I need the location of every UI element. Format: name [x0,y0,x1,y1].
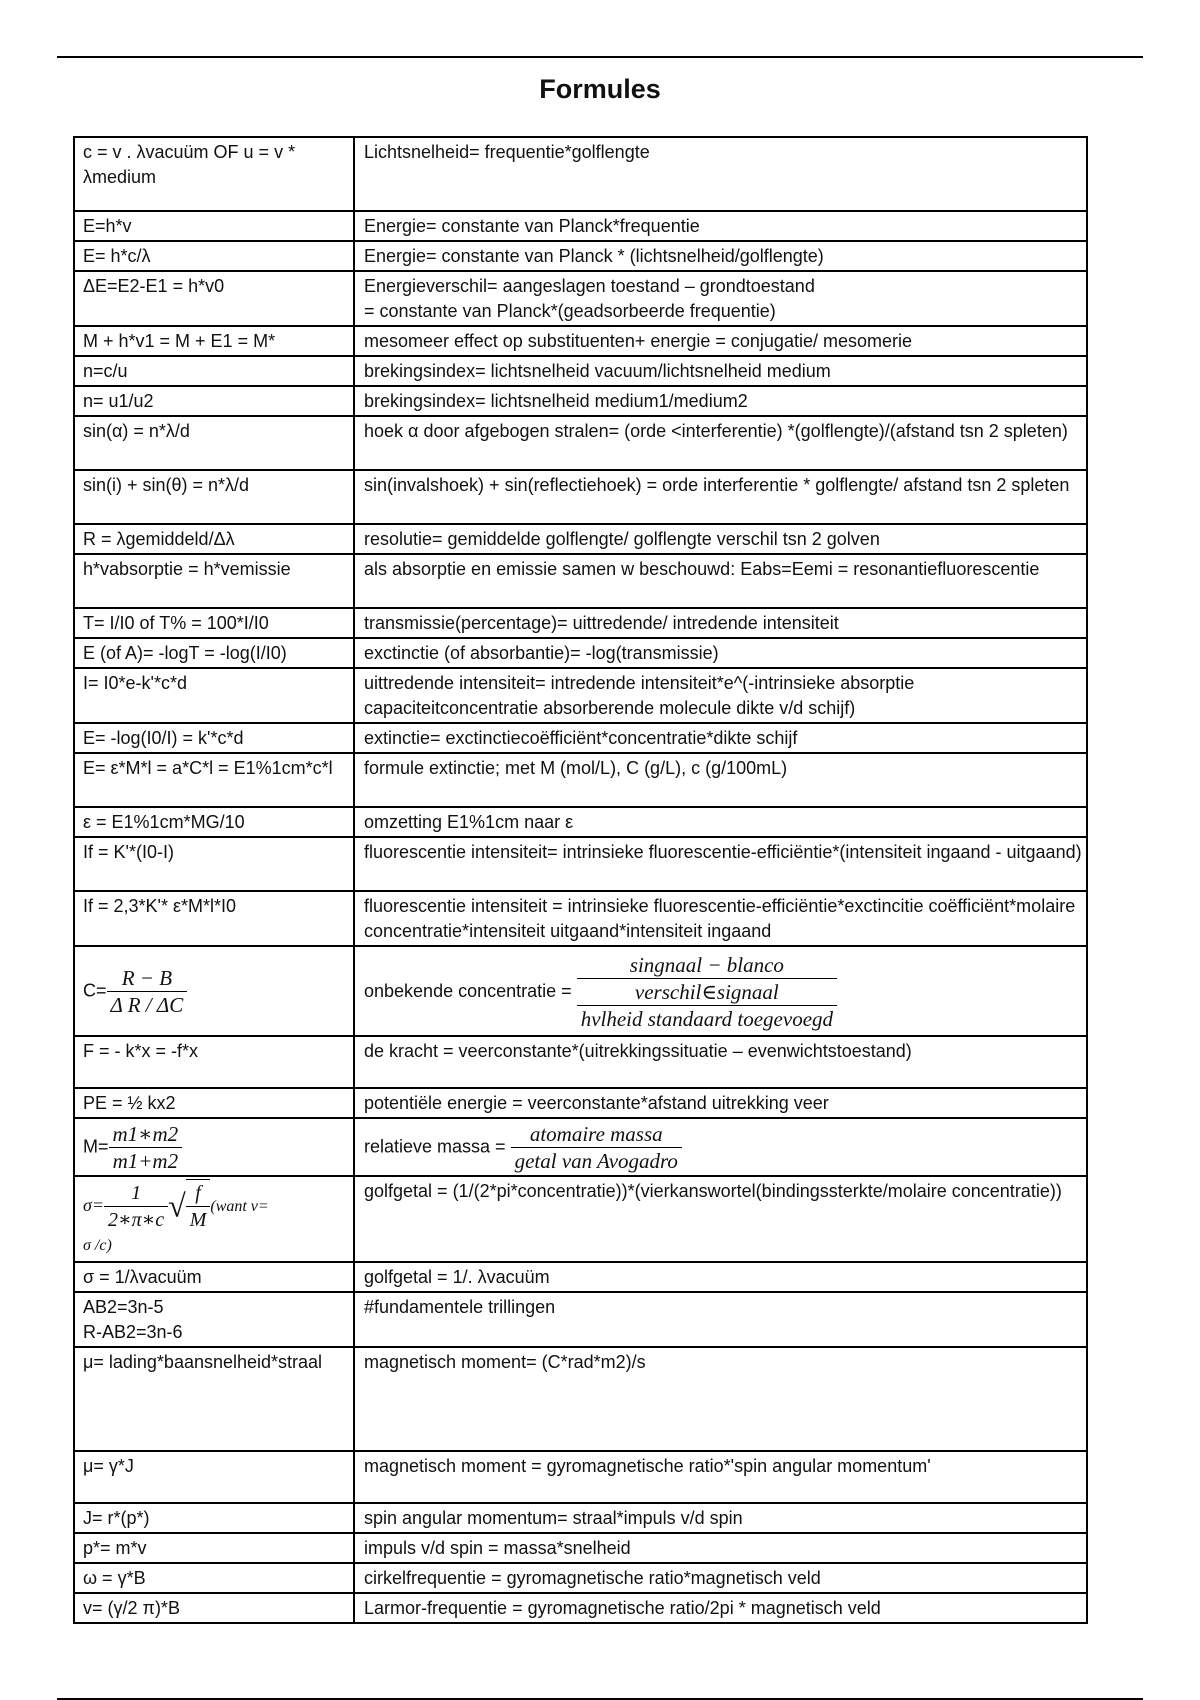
formula-cell: v= (γ/2 π)*B [74,1593,354,1623]
formula-cell: c = v . λvacuüm OF u = v * λmedium [74,137,354,211]
table-row [74,1563,1087,1593]
formula-cell: n=c/u [74,356,354,386]
denominator: Δ R / ΔC [107,991,188,1018]
table-row [74,356,1087,386]
description-cell: magnetisch moment= (C*rad*m2)/s [354,1347,1087,1451]
table-row [74,1088,1087,1118]
description-cell: Energie= constante van Planck * (lichtsnelheid/golflengte) [354,241,1087,271]
description-cell: uittredende intensiteit= intredende intensiteit*e^(-intrinsieke absorptie capaciteitconcentratie absorberende molecule dikte v/d schijf) [354,668,1087,723]
formula-cell: p*= m*v [74,1533,354,1563]
table-row [74,271,1087,326]
fraction [511,1121,682,1174]
formula-cell [74,946,354,1036]
formula-prefix: M= [83,1136,109,1157]
description-cell: brekingsindex= lichtsnelheid vacuum/lichtsnelheid medium [354,356,1087,386]
sqrt-icon: √ [168,1187,186,1224]
description-cell: golfgetal = (1/(2*pi*concentratie))*(vierkanswortel(bindingssterkte/molaire concentratie)) [354,1176,1087,1262]
description-cell: de kracht = veerconstante*(uitrekkingssituatie – evenwichtstoestand) [354,1036,1087,1088]
formula-cell: If = K'*(I0-I) [74,837,354,891]
description-cell: Lichtsnelheid= frequentie*golflengte [354,137,1087,211]
description-cell: resolutie= gemiddelde golflengte/ golflengte verschil tsn 2 golven [354,524,1087,554]
table-row [74,608,1087,638]
table-row [74,1503,1087,1533]
description-cell: potentiële energie = veerconstante*afstand uitrekking veer [354,1088,1087,1118]
formula-note: (want v= [210,1197,269,1215]
table-row [74,1593,1087,1623]
denominator: m1+m2 [109,1147,183,1174]
numerator: 1 [131,1181,142,1204]
description-line: Energieverschil= aangeslagen toestand – grondtoestand [364,276,815,296]
table-row [74,891,1087,946]
formula-cell: M + h*v1 = M + E1 = M* [74,326,354,356]
description-cell: golfgetal = 1/. λvacuüm [354,1262,1087,1292]
description-cell [354,271,1087,326]
formula-cell: n= u1/u2 [74,386,354,416]
fraction [577,952,837,1032]
table-row [74,211,1087,241]
table-row [74,554,1087,608]
table-row [74,837,1087,891]
table-row [74,1292,1087,1347]
numerator: m1∗m2 [112,1122,179,1146]
numerator: singnaal − blanco [629,952,784,977]
denominator: 2∗π∗c [104,1206,168,1233]
formula-cell: If = 2,3*K'* ε*M*l*I0 [74,891,354,946]
formula-cell: R = λgemiddeld/Δλ [74,524,354,554]
denominator: hvlheid standaard toegevoegd [577,1005,837,1032]
table-row [74,1347,1087,1451]
description-cell: fluorescentie intensiteit= intrinsieke fluorescentie-efficiëntie*(intensiteit ingaand - uitgaand) [354,837,1087,891]
description-cell: #fundamentele trillingen [354,1292,1087,1347]
table-row [74,668,1087,723]
table-row [74,241,1087,271]
table-row [74,753,1087,807]
formula-prefix: σ= [83,1194,105,1215]
formula-cell [74,1176,354,1262]
formula-cell: PE = ½ kx2 [74,1088,354,1118]
radicand [186,1179,211,1233]
denominator: getal van Avogadro [511,1147,682,1174]
fraction [104,1180,168,1233]
formula-cell: E (of A)= -logT = -log(I/I0) [74,638,354,668]
formula-prefix: C= [83,980,107,1001]
description-cell: exctinctie (of absorbantie)= -log(transmissie) [354,638,1087,668]
formula-cell: E= -log(I0/I) = k'*c*d [74,723,354,753]
table-row [74,416,1087,470]
table-row [74,946,1087,1036]
formula-cell: J= r*(p*) [74,1503,354,1533]
description-cell: transmissie(percentage)= uittredende/ intredende intensiteit [354,608,1087,638]
table-row [74,1176,1087,1262]
formula-cell: ω = γ*B [74,1563,354,1593]
table-row [74,137,1087,211]
table-row [74,326,1087,356]
description-cell: Energie= constante van Planck*frequentie [354,211,1087,241]
description-line: = constante van Planck*(geadsorbeerde frequentie) [364,301,776,321]
formula-cell: μ= lading*baansnelheid*straal [74,1347,354,1451]
description-cell: spin angular momentum= straal*impuls v/d spin [354,1503,1087,1533]
fraction [107,965,188,1018]
description-cell: brekingsindex= lichtsnelheid medium1/medium2 [354,386,1087,416]
table-row [74,1533,1087,1563]
formula-cell: E= ε*M*l = a*C*l = E1%1cm*c*l [74,753,354,807]
description-cell: cirkelfrequentie = gyromagnetische ratio*magnetisch veld [354,1563,1087,1593]
description-cell [354,946,1087,1036]
page-title: Formules [539,74,661,104]
formula-table [73,136,1088,1624]
numerator: f [195,1182,201,1204]
formula-cell: ε = E1%1cm*MG/10 [74,807,354,837]
description-cell: mesomeer effect op substituenten+ energie = conjugatie/ mesomerie [354,326,1087,356]
description-cell: hoek α door afgebogen stralen= (orde <interferentie) *(golflengte)/(afstand tsn 2 spleten) [354,416,1087,470]
description-cell: magnetisch moment = gyromagnetische ratio*'spin angular momentum' [354,1451,1087,1503]
numerator: atomaire massa [529,1122,663,1146]
table-row [74,1118,1087,1176]
table-row [74,638,1087,668]
denominator: M [186,1206,211,1233]
table-row [74,807,1087,837]
table-row [74,524,1087,554]
table-row [74,1262,1087,1292]
formula-line: AB2=3n-5 [83,1297,164,1317]
description-prefix: onbekende concentratie = [364,980,572,1001]
description-cell: Larmor-frequentie = gyromagnetische ratio/2pi * magnetisch veld [354,1593,1087,1623]
formula-cell: ΔE=E2-E1 = h*v0 [74,271,354,326]
table-row [74,1036,1087,1088]
description-cell [354,1118,1087,1176]
numerator: R − B [121,966,173,990]
formula-cell: I= I0*e-k'*c*d [74,668,354,723]
formula-cell: sin(α) = n*λ/d [74,416,354,470]
formula-cell: F = - k*x = -f*x [74,1036,354,1088]
top-rule [57,56,1143,58]
formula-cell [74,1118,354,1176]
middle-term: verschil∈signaal [577,978,837,1005]
formula-cell: sin(i) + sin(θ) = n*λ/d [74,470,354,524]
formula-cell: E= h*c/λ [74,241,354,271]
description-prefix: relatieve massa = [364,1136,506,1157]
table-row [74,386,1087,416]
formula-line: R-AB2=3n-6 [83,1322,183,1342]
formula-note: σ /c) [83,1237,112,1254]
formula-cell: h*vabsorptie = h*vemissie [74,554,354,608]
formula-cell: E=h*v [74,211,354,241]
formula-cell: T= I/I0 of T% = 100*I/I0 [74,608,354,638]
description-cell: sin(invalshoek) + sin(reflectiehoek) = orde interferentie * golflengte/ afstand tsn 2 spleten [354,470,1087,524]
table-row [74,1451,1087,1503]
description-cell: als absorptie en emissie samen w beschouwd: Eabs=Eemi = resonantiefluorescentie [354,554,1087,608]
description-cell: omzetting E1%1cm naar ε [354,807,1087,837]
fraction [109,1121,183,1174]
table-row [74,470,1087,524]
description-cell: impuls v/d spin = massa*snelheid [354,1533,1087,1563]
table-row [74,723,1087,753]
formula-cell: σ = 1/λvacuüm [74,1262,354,1292]
description-cell: formule extinctie; met M (mol/L), C (g/L), c (g/100mL) [354,753,1087,807]
description-cell: fluorescentie intensiteit = intrinsieke fluorescentie-efficiëntie*exctincitie coëfficiënt*molaire concentratie*intensiteit uitgaand*intensiteit ingaand [354,891,1087,946]
formula-cell [74,1292,354,1347]
description-cell: extinctie= exctinctiecoëfficiënt*concentratie*dikte schijf [354,723,1087,753]
formula-cell: μ= γ*J [74,1451,354,1503]
